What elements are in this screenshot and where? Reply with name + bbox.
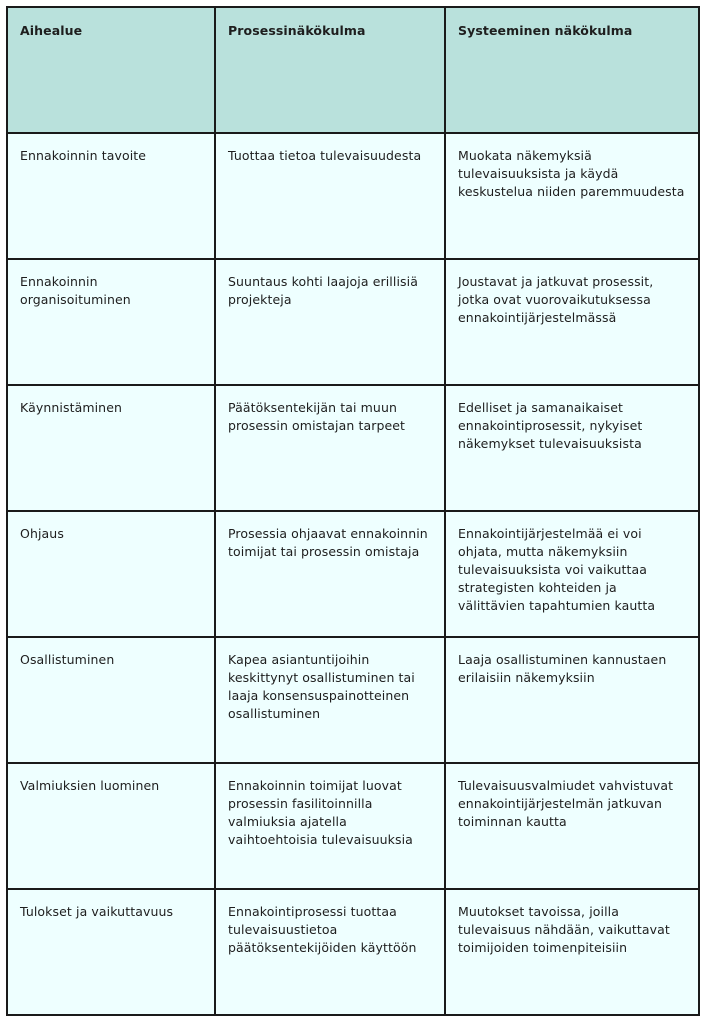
table-row — [7, 889, 699, 1015]
process-view-cell: Kapea asiantuntijoihin keskittynyt osallistuminen tai laaja konsensuspainotteinen osallistuminen — [215, 637, 445, 763]
systemic-view-cell: Laaja osallistuminen kannustaen erilaisiin näkemyksiin — [445, 637, 699, 763]
table-row — [7, 763, 699, 889]
table-row — [7, 511, 699, 637]
systemic-view-cell: Ennakointijärjestelmää ei voi ohjata, mutta näkemyksiin tulevaisuuksista voi vaikuttaa strategisten kohteiden ja välittävien tapahtumien kautta — [445, 511, 699, 637]
table-row — [7, 385, 699, 511]
systemic-view-cell: Tulevaisuusvalmiudet vahvistuvat ennakointijärjestelmän jatkuvan toiminnan kautta — [445, 763, 699, 889]
comparison-table — [6, 6, 700, 1016]
topic-cell: Käynnistäminen — [7, 385, 215, 511]
table-row — [7, 133, 699, 259]
topic-cell: Valmiuksien luominen — [7, 763, 215, 889]
topic-cell: Osallistuminen — [7, 637, 215, 763]
systemic-view-cell: Muutokset tavoissa, joilla tulevaisuus nähdään, vaikuttavat toimijoiden toimenpiteisiin — [445, 889, 699, 1015]
process-view-cell: Prosessia ohjaavat ennakoinnin toimijat tai prosessin omistaja — [215, 511, 445, 637]
table-row — [7, 637, 699, 763]
header-prosessinakokulma: Prosessinäkökulma — [215, 7, 445, 133]
topic-cell: Ennakoinnin organisoituminen — [7, 259, 215, 385]
systemic-view-cell: Joustavat ja jatkuvat prosessit, jotka ovat vuorovaikutuksessa ennakointijärjestelmässä — [445, 259, 699, 385]
process-view-cell: Tuottaa tietoa tulevaisuudesta — [215, 133, 445, 259]
process-view-cell: Päätöksentekijän tai muun prosessin omistajan tarpeet — [215, 385, 445, 511]
systemic-view-cell: Muokata näkemyksiä tulevaisuuksista ja käydä keskustelua niiden paremmuudesta — [445, 133, 699, 259]
process-view-cell: Ennakoinnin toimijat luovat prosessin fasilitoinnilla valmiuksia ajatella vaihtoehtoisia tulevaisuuksia — [215, 763, 445, 889]
header-aihealue: Aihealue — [7, 7, 215, 133]
topic-cell: Ohjaus — [7, 511, 215, 637]
header-systeeminen-nakokulma: Systeeminen näkökulma — [445, 7, 699, 133]
process-view-cell: Suuntaus kohti laajoja erillisiä projekteja — [215, 259, 445, 385]
process-view-cell: Ennakointiprosessi tuottaa tulevaisuustietoa päätöksentekijöiden käyttöön — [215, 889, 445, 1015]
topic-cell: Ennakoinnin tavoite — [7, 133, 215, 259]
table-row — [7, 259, 699, 385]
topic-cell: Tulokset ja vaikuttavuus — [7, 889, 215, 1015]
systemic-view-cell: Edelliset ja samanaikaiset ennakointiprosessit, nykyiset näkemykset tulevaisuuksista — [445, 385, 699, 511]
table-header-row — [7, 7, 699, 133]
